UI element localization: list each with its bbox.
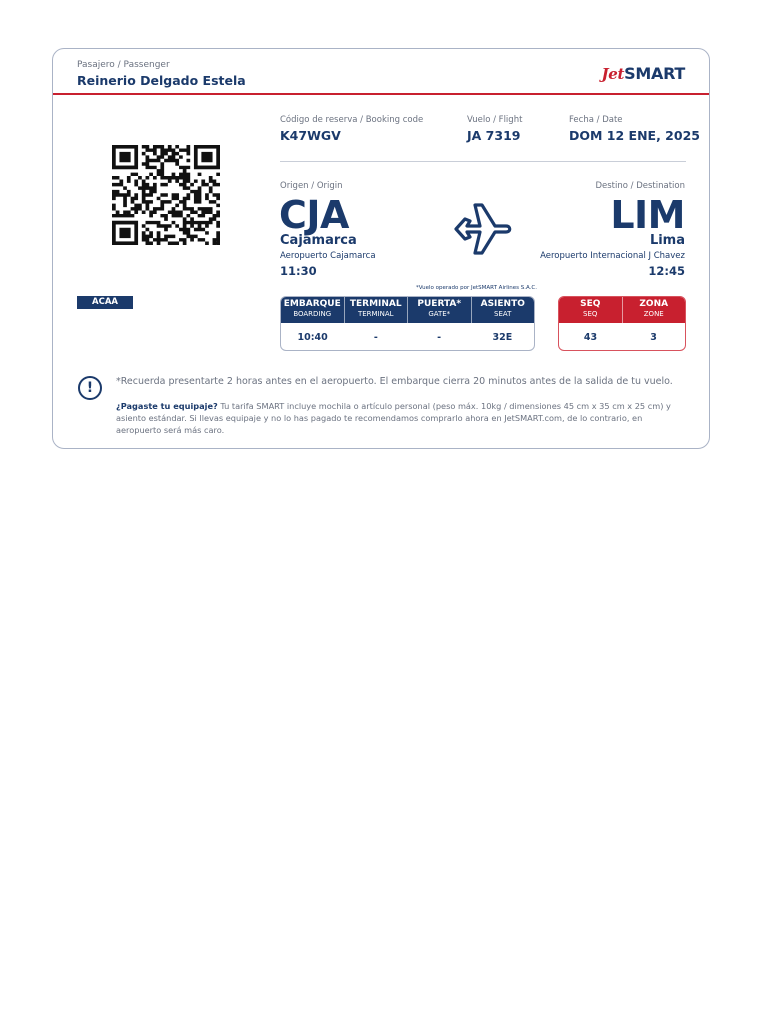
destination-city: Lima	[649, 233, 685, 248]
seq-table-header	[559, 297, 685, 323]
arrival-time: 12:45	[648, 264, 685, 278]
origin-label: Origen / Origin	[280, 181, 343, 191]
boarding-time: 10:40	[297, 332, 328, 343]
jetsmart-logo	[601, 64, 685, 83]
flight-number: JA 7319	[467, 128, 521, 143]
baggage-question: ¿Pagaste tu equipaje?	[116, 401, 218, 411]
divider	[280, 161, 686, 162]
origin-code: CJA	[279, 193, 349, 237]
destination-label: Destino / Destination	[595, 181, 685, 191]
boarding-table-header	[281, 297, 534, 323]
departure-time: 11:30	[280, 264, 317, 278]
zone-value: 3	[650, 332, 657, 343]
boarding-pass-card	[52, 48, 710, 449]
flight-date: DOM 12 ENE, 2025	[569, 128, 700, 143]
header-boarding: EMBARQUE BOARDING	[281, 297, 345, 323]
airplane-icon	[451, 201, 513, 257]
seat-value: 32E	[492, 332, 513, 343]
qr-code	[112, 145, 220, 245]
boarding-info-table	[280, 296, 535, 351]
seq-table-row	[559, 323, 685, 351]
header-gate: PUERTA* GATE*	[408, 297, 472, 323]
seq-value: 43	[583, 332, 598, 343]
header-seat: ASIENTO SEAT	[480, 299, 525, 318]
arrival-notice: *Recuerda presentarte 2 horas antes en el aeropuerto. El embarque cierra 20 minutos antes de la salida de tu vuelo.	[116, 376, 673, 387]
seq-zone-table	[558, 296, 686, 351]
exclamation-circle-icon: !	[78, 376, 102, 400]
baggage-notice	[116, 400, 686, 436]
boarding-table-row	[281, 323, 534, 351]
date-label: Fecha / Date	[569, 115, 623, 125]
booking-code-label: Código de reserva / Booking code	[280, 115, 424, 125]
passenger-name: Reinerio Delgado Estela	[77, 73, 246, 88]
passenger-label: Pasajero / Passenger	[77, 60, 170, 70]
destination-airport: Aeropuerto Internacional J Chavez	[540, 251, 685, 261]
logo-smart-text: SMART	[624, 64, 685, 83]
logo-jet-text: Jet	[601, 65, 625, 83]
gate-value: -	[437, 332, 442, 343]
operated-by-note: *Vuelo operado por JetSMART Airlines S.A.C.	[416, 285, 538, 291]
baggage-text: Tu tarifa SMART incluye mochila o artículo personal (peso máx. 10kg / dimensiones 45 cm x 35 cm x 25 cm) y asiento estándar. Si llevas equipaje y no lo has pagado te recomendamos comprarlo ahora en JetSMART.com, de lo contrario, en aeropuerto será más caro.	[116, 401, 671, 435]
flight-label: Vuelo / Flight	[467, 115, 523, 125]
header-zone: ZONA ZONE	[639, 299, 669, 318]
booking-code-value: K47WGV	[280, 128, 341, 143]
fare-code-badge: ACAA	[77, 296, 133, 309]
destination-code: LIM	[610, 193, 685, 237]
terminal-value: -	[373, 332, 378, 343]
header-seq: SEQ SEQ	[559, 297, 623, 323]
boarding-pass-header	[53, 49, 709, 95]
header-terminal: TERMINAL TERMINAL	[345, 297, 409, 323]
origin-airport: Aeropuerto Cajamarca	[280, 251, 376, 261]
origin-city: Cajamarca	[280, 233, 357, 248]
